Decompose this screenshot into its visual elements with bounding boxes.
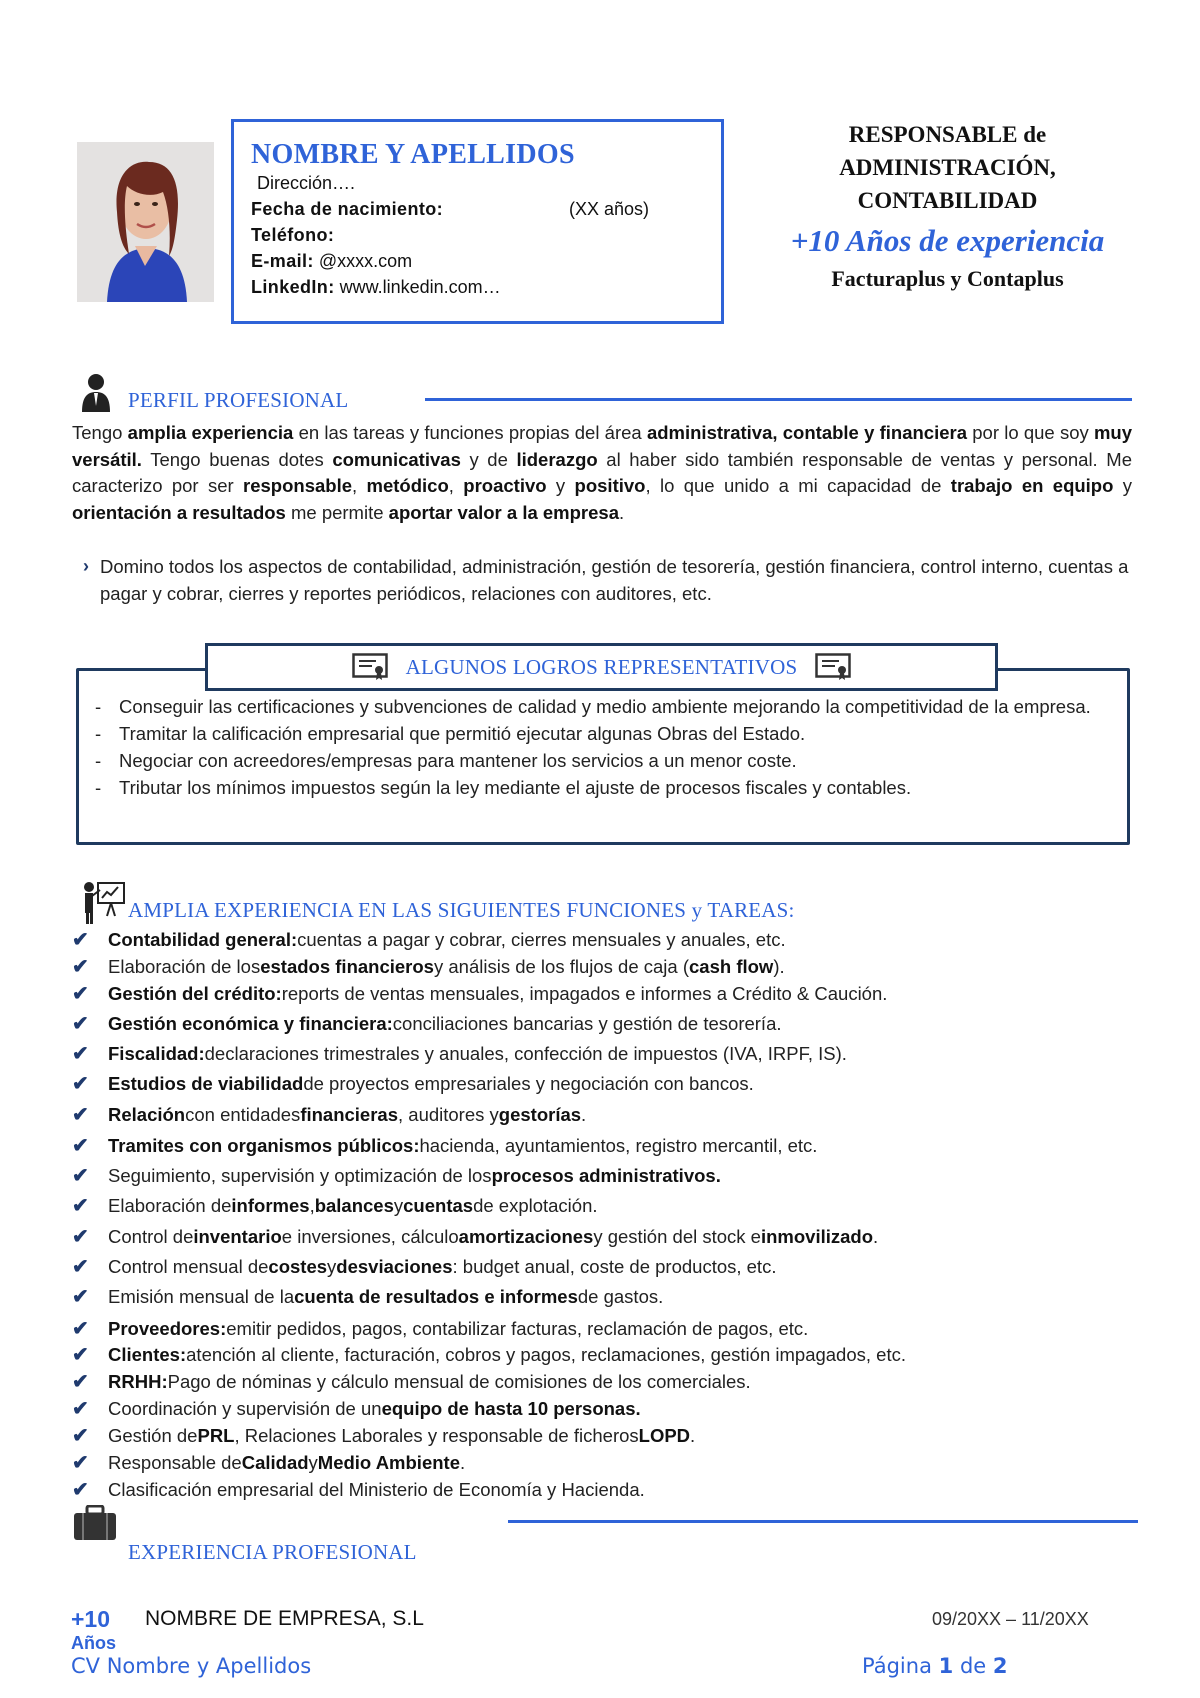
checkmark-icon: ✔ <box>72 1104 89 1126</box>
role-line-3: CONTABILIDAD <box>857 188 1038 213</box>
checkmark-icon: ✔ <box>72 1226 89 1248</box>
list-item: ✔ Proveedores: emitir pedidos, pagos, contabilizar facturas, reclamación de pagos, etc. <box>72 1318 809 1340</box>
experience-years: +10 Años de experiencia <box>790 223 1105 258</box>
candidate-name: NOMBRE Y APELLIDOS <box>251 139 575 170</box>
list-item: ✔ Elaboración de informes , balances y cuentas de explotación. <box>72 1195 598 1217</box>
checkmark-icon: ✔ <box>72 1013 89 1035</box>
checkmark-icon: ✔ <box>72 956 89 978</box>
person-icon <box>80 372 112 412</box>
page-indicator <box>862 1654 1008 1678</box>
checkmark-icon: ✔ <box>72 929 89 951</box>
list-item: ✔ Responsable de Calidad y Medio Ambiente . <box>72 1452 466 1474</box>
birth-label: Fecha de nacimiento: <box>251 199 444 219</box>
checkmark-icon: ✔ <box>72 1286 89 1308</box>
list-item: ✔ Control de inventario e inversiones, cálculo amortizaciones y gestión del stock e inmovilizado . <box>72 1226 879 1248</box>
tasks-section-title: AMPLIA EXPERIENCIA EN LAS SIGUIENTES FUNCIONES y TAREAS: <box>128 898 795 922</box>
checkmark-icon: ✔ <box>72 983 89 1005</box>
list-item: ✔ Contabilidad general: cuentas a pagar y cobrar, cierres mensuales y anuales, etc. <box>72 929 786 951</box>
checkmark-icon: ✔ <box>72 1452 89 1474</box>
portrait-image <box>77 142 214 302</box>
checkmark-icon: ✔ <box>72 1073 89 1095</box>
page-number: 1 <box>938 1654 954 1678</box>
list-item: ✔ Clasificación empresarial del Ministerio de Economía y Hacienda. <box>72 1479 645 1501</box>
checkmark-icon: ✔ <box>72 1398 89 1420</box>
chevron-right-icon: › <box>83 556 89 576</box>
certificate-icon <box>352 653 388 681</box>
list-item: ✔ Emisión mensual de la cuenta de resultados e informes de gastos. <box>72 1286 664 1308</box>
list-item: ✔ Gestión del crédito: reports de ventas mensuales, impagados e informes a Crédito & Caución. <box>72 983 888 1005</box>
checkmark-icon: ✔ <box>72 1318 89 1340</box>
list-item: ✔ Clientes: atención al cliente, facturación, cobros y pagos, reclamaciones, gestión impagados, etc. <box>72 1344 906 1366</box>
phone-row <box>251 222 721 248</box>
page-word: Página <box>862 1654 932 1678</box>
profile-bullet: Domino todos los aspectos de contabilidad, administración, gestión de tesorería, gestión financiera, control interno, cuentas a pagar y cobrar, cierres y reportes periódicos, relaciones con auditores, etc. <box>100 556 1129 604</box>
years-word: Años <box>71 1633 116 1653</box>
briefcase-icon <box>73 1505 117 1541</box>
list-item: ✔ Seguimiento, supervisión y optimización de los procesos administrativos. <box>72 1165 721 1187</box>
checkmark-icon: ✔ <box>72 1165 89 1187</box>
checkmark-icon: ✔ <box>72 1344 89 1366</box>
age-value: (XX años) <box>569 199 650 219</box>
contact-box <box>231 119 724 324</box>
software-skills: Facturaplus y Contaplus <box>831 266 1064 291</box>
list-item: ✔ Gestión de PRL , Relaciones Laborales y responsable de ficheros LOPD . <box>72 1425 696 1447</box>
checkmark-icon: ✔ <box>72 1195 89 1217</box>
achievements-list <box>95 693 1113 801</box>
profile-photo <box>77 142 214 302</box>
employment-dates: 09/20XX – 11/20XX <box>932 1609 1089 1629</box>
experience-divider <box>508 1520 1138 1523</box>
list-item: ✔ Estudios de viabilidad de proyectos empresariales y negociación con bancos. <box>72 1073 754 1095</box>
achievements-title: ALGUNOS LOGROS REPRESENTATIVOS <box>405 654 798 679</box>
checkmark-icon: ✔ <box>72 1135 89 1157</box>
linkedin-row <box>251 274 721 300</box>
list-item: - Tramitar la calificación empresarial que permitió ejecutar algunas Obras del Estado. <box>95 723 806 744</box>
email-row <box>251 248 721 274</box>
role-line-1: RESPONSABLE de <box>848 122 1047 147</box>
achievements-title-box <box>205 643 998 691</box>
list-item: ✔ Coordinación y supervisión de un equipo de hasta 10 personas. <box>72 1398 641 1420</box>
list-item: - Negociar con acreedores/empresas para mantener los servicios a un menor coste. <box>95 750 797 771</box>
experience-section-title: EXPERIENCIA PROFESIONAL <box>128 1540 417 1564</box>
achievements-box <box>76 668 1130 845</box>
profile-divider <box>425 398 1132 401</box>
list-item: ✔ Tramites con organismos públicos: hacienda, ayuntamientos, registro mercantil, etc. <box>72 1135 818 1157</box>
address: Dirección…. <box>257 173 356 193</box>
linkedin-value[interactable]: www.linkedin.com… <box>339 277 501 297</box>
role-line-2: ADMINISTRACIÓN, <box>839 155 1056 180</box>
profile-summary: Tengo amplia experiencia en las tareas y funciones propias del área administrativa, contable y financiera por lo que soy muy versátil. Tengo buenas dotes comunicativas y de liderazgo al haber sido también responsable de ventas y personal. Me caracterizo por ser responsable, metódico, proactivo y positivo, lo que unido a mi capacidad de trabajo en equipo y orientación a resultados me permite aportar valor a la empresa. <box>72 422 1133 523</box>
linkedin-label: LinkedIn: <box>251 277 335 297</box>
list-item: ✔ Gestión económica y financiera: conciliaciones bancarias y gestión de tesorería. <box>72 1013 782 1035</box>
presenter-icon <box>80 880 126 924</box>
phone-label: Teléfono: <box>251 225 335 245</box>
list-item: ✔ Relación con entidades financieras , auditores y gestorías . <box>72 1104 587 1126</box>
of-word: de <box>959 1654 987 1678</box>
company-name: NOMBRE DE EMPRESA, S.L <box>145 1607 424 1630</box>
footer-cv-name: CV Nombre y Apellidos <box>71 1654 312 1678</box>
headline <box>760 118 1135 295</box>
checkmark-icon: ✔ <box>72 1479 89 1501</box>
profile-section-title: PERFIL PROFESIONAL <box>128 388 349 412</box>
list-item: - Tributar los mínimos impuestos según la ley mediante el ajuste de procesos fiscales y contables. <box>95 777 912 798</box>
list-item: ✔ Control mensual de costes y desviaciones : budget anual, coste de productos, etc. <box>72 1256 777 1278</box>
list-item: ✔ Fiscalidad: declaraciones trimestrales y anuales, confección de impuestos (IVA, IRPF, IS). <box>72 1043 847 1065</box>
checkmark-icon: ✔ <box>72 1425 89 1447</box>
list-item: ✔ Elaboración de los estados financieros y análisis de los flujos de caja ( cash flow ). <box>72 956 785 978</box>
birth-row <box>251 196 721 222</box>
email-value[interactable]: @xxxx.com <box>318 251 413 271</box>
email-label: E-mail: <box>251 251 314 271</box>
list-item: ✔ RRHH: Pago de nóminas y cálculo mensual de comisiones de los comerciales. <box>72 1371 751 1393</box>
years-badge: +10 <box>71 1606 111 1632</box>
checkmark-icon: ✔ <box>72 1256 89 1278</box>
checkmark-icon: ✔ <box>72 1371 89 1393</box>
list-item: - Conseguir las certificaciones y subvenciones de calidad y medio ambiente mejorando la competitividad de la empresa. <box>95 696 1091 717</box>
certificate-icon <box>815 653 851 681</box>
page-total: 2 <box>992 1654 1008 1678</box>
checkmark-icon: ✔ <box>72 1043 89 1065</box>
